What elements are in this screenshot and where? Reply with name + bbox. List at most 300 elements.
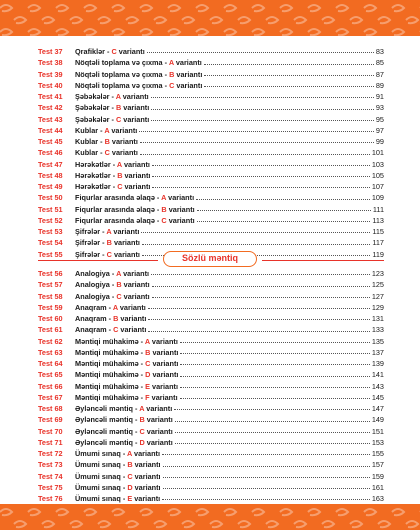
entry-variant-letter: C	[115, 114, 122, 124]
entry-variant-letter: C	[106, 249, 112, 259]
page-number: 89	[375, 80, 384, 90]
page-number: 83	[375, 47, 384, 56]
entry-suffix: variantı	[121, 280, 150, 290]
heading-rule-left	[38, 260, 158, 261]
entry-title	[75, 302, 146, 313]
entry-variant-letter: A	[127, 449, 133, 458]
test-code: Test 51	[38, 204, 63, 214]
test-code: Test 50	[38, 193, 63, 203]
toc-row[interactable]	[38, 46, 384, 57]
entry-suffix: variantı	[144, 404, 173, 413]
entry-topic: Şəbəkələr -	[75, 114, 116, 124]
test-code: Test 52	[38, 215, 63, 225]
entry-title	[75, 57, 202, 68]
entry-suffix: variantı	[121, 114, 150, 124]
page-number: 163	[371, 494, 384, 503]
entry-suffix: variantı	[116, 47, 145, 56]
entry-suffix: variantı	[149, 336, 178, 346]
entry-topic: Anaqram -	[75, 314, 114, 323]
entry-title	[75, 147, 138, 158]
dot-leader	[148, 331, 369, 332]
entry-topic: Kublar -	[75, 148, 105, 158]
dot-leader	[139, 131, 374, 132]
entry-suffix: variantı	[132, 471, 161, 481]
test-code: Test 74	[38, 471, 63, 481]
toc-row[interactable]	[38, 414, 384, 425]
page-number: 151	[371, 426, 384, 436]
dot-leader	[196, 199, 370, 200]
dot-leader	[197, 221, 371, 222]
entry-title	[75, 324, 146, 335]
page-number: 127	[371, 291, 384, 301]
dot-leader	[163, 477, 370, 478]
test-code: Test 56	[38, 269, 63, 278]
entry-variant-letter: C	[127, 471, 133, 481]
toc-row[interactable]	[38, 336, 384, 347]
entry-suffix: variantı	[121, 269, 150, 278]
toc-row[interactable]	[38, 471, 384, 482]
test-code: Test 67	[38, 392, 63, 402]
toc-row[interactable]	[38, 226, 384, 237]
entry-variant-letter: B	[104, 137, 110, 146]
page-number: 149	[371, 415, 384, 425]
test-code: Test 58	[38, 291, 63, 301]
dot-leader	[162, 454, 370, 455]
entry-variant-letter: E	[127, 494, 133, 503]
test-code: Test 76	[38, 494, 63, 503]
entry-title	[75, 114, 149, 125]
entry-variant-letter: A	[161, 193, 167, 203]
entry-title	[75, 426, 173, 437]
entry-suffix: variantı	[144, 437, 173, 447]
entry-topic: Nöqtəli toplama və çıxma -	[75, 69, 170, 79]
entry-suffix: variantı	[174, 69, 203, 79]
entry-title	[75, 91, 149, 102]
entry-suffix: variantı	[173, 58, 202, 68]
entry-title	[75, 482, 161, 493]
top-band-pattern	[0, 0, 420, 36]
entry-title	[75, 414, 173, 425]
toc-row[interactable]	[38, 381, 384, 392]
section-heading	[0, 250, 420, 270]
entry-variant-letter: D	[139, 437, 145, 447]
entry-topic: Anaqram -	[75, 302, 113, 312]
entry-suffix: variantı	[117, 302, 146, 312]
dot-leader	[148, 308, 370, 309]
page-number: 101	[371, 148, 384, 158]
test-code: Test 37	[38, 47, 63, 56]
entry-variant-letter: A	[168, 58, 174, 68]
toc-row[interactable]	[38, 204, 384, 215]
entry-suffix: variantı	[111, 249, 140, 259]
entry-variant-letter: C	[116, 291, 122, 301]
toc-row[interactable]	[38, 358, 384, 369]
dot-leader	[204, 75, 374, 76]
dot-leader	[163, 466, 370, 467]
entry-topic: Əyləncəli məntiq -	[75, 404, 140, 413]
entry-topic: Ümumi sınaq -	[75, 494, 128, 503]
entry-variant-letter: A	[112, 302, 118, 312]
dot-leader	[151, 109, 374, 110]
toc-row[interactable]	[38, 291, 384, 302]
page-number: 133	[371, 325, 384, 335]
entry-topic: Ümumi sınaq -	[75, 460, 128, 470]
entry-suffix: variantı	[150, 370, 179, 380]
toc-row[interactable]	[38, 313, 384, 324]
entry-title	[75, 358, 178, 369]
page-number: 119	[372, 249, 384, 259]
dot-leader	[151, 274, 370, 275]
entry-topic: Nöqtəli toplama və çıxma -	[75, 80, 170, 90]
page-number: 103	[371, 159, 384, 169]
dot-leader	[147, 52, 374, 53]
page-number: 137	[371, 347, 384, 357]
entry-title	[75, 336, 178, 347]
entry-title	[75, 347, 178, 358]
entry-topic: Fiqurlar arasında əlaqə -	[75, 215, 162, 225]
test-code: Test 63	[38, 347, 63, 357]
entry-title	[75, 215, 195, 226]
page-number: 135	[371, 336, 384, 346]
entry-variant-letter: B	[115, 103, 122, 113]
entry-suffix: variantı	[111, 227, 140, 236]
entry-suffix: variantı	[109, 137, 138, 146]
page-number: 131	[371, 314, 384, 323]
toc-row[interactable]	[38, 493, 384, 504]
entry-variant-letter: D	[145, 370, 151, 380]
entry-variant-letter: C	[161, 215, 167, 225]
entry-title	[75, 448, 160, 459]
test-code: Test 53	[38, 227, 63, 236]
entry-suffix: variantı	[121, 159, 150, 169]
page-number: 91	[375, 92, 384, 101]
entry-variant-letter: A	[115, 92, 121, 101]
dot-leader	[204, 86, 374, 87]
entry-suffix: variantı	[121, 291, 150, 301]
dot-leader	[148, 319, 369, 320]
dot-leader	[142, 244, 370, 245]
entry-topic: Əyləncəli məntiq -	[75, 415, 140, 425]
test-code: Test 61	[38, 325, 63, 335]
page-number: 157	[371, 460, 384, 470]
toc-row[interactable]	[38, 268, 384, 279]
dot-leader	[175, 432, 370, 433]
entry-topic: Məntiqi mühakimə -	[75, 347, 146, 357]
entry-variant-letter: B	[139, 415, 145, 425]
bottom-decorative-band	[0, 504, 420, 530]
test-code: Test 71	[38, 437, 63, 447]
page-number: 115	[372, 227, 384, 236]
dot-leader	[140, 142, 374, 143]
dot-leader	[152, 176, 369, 177]
entry-title	[75, 226, 139, 237]
section-heading-label: Sözlü məntiq	[163, 251, 257, 267]
test-code: Test 39	[38, 69, 63, 79]
entry-variant-letter: B	[145, 347, 151, 357]
test-code: Test 49	[38, 182, 63, 191]
page-number: 147	[371, 404, 384, 413]
test-code: Test 46	[38, 148, 63, 158]
entry-topic: Əyləncəli məntiq -	[75, 426, 140, 436]
test-code: Test 40	[38, 80, 63, 90]
entry-title	[75, 46, 145, 57]
entry-title	[75, 237, 140, 248]
entry-suffix: variantı	[132, 460, 161, 470]
entry-suffix: variantı	[120, 92, 149, 101]
entry-topic: Məntiqi mühakimə -	[75, 392, 146, 402]
entry-suffix: variantı	[121, 103, 150, 113]
entry-topic: Nöqtəli toplama və çıxma -	[75, 58, 169, 68]
test-code: Test 75	[38, 482, 63, 492]
entry-topic: Məntiqi mühakimə -	[75, 336, 145, 346]
test-code: Test 54	[38, 238, 63, 248]
page-number: 111	[372, 204, 384, 214]
toc-row[interactable]	[38, 125, 384, 136]
toc-row[interactable]	[38, 437, 384, 448]
test-code: Test 66	[38, 381, 63, 391]
entry-variant-letter: C	[117, 182, 123, 191]
toc-row[interactable]	[38, 347, 384, 358]
toc-row[interactable]	[38, 69, 384, 80]
entry-title	[75, 125, 137, 136]
dot-leader	[197, 210, 371, 211]
entry-topic: Kublar -	[75, 125, 105, 135]
test-code: Test 62	[38, 336, 63, 346]
entry-title	[75, 392, 178, 403]
dot-leader	[175, 421, 370, 422]
entry-title	[75, 369, 178, 380]
entry-topic: Ümumi sınaq -	[75, 482, 128, 492]
page-number: 123	[371, 269, 384, 278]
page-number: 143	[371, 381, 384, 391]
dot-leader	[180, 398, 370, 399]
entry-variant-letter: A	[144, 336, 150, 346]
toc-row[interactable]	[38, 192, 384, 203]
entry-variant-letter: B	[161, 204, 167, 214]
toc-row[interactable]	[38, 159, 384, 170]
test-code: Test 69	[38, 415, 63, 425]
page-number: 159	[371, 471, 384, 481]
toc-row[interactable]	[38, 403, 384, 414]
dot-leader	[151, 97, 374, 98]
dot-leader	[180, 342, 370, 343]
entry-suffix: variantı	[150, 381, 178, 391]
test-code: Test 65	[38, 370, 63, 380]
entry-variant-letter: A	[106, 227, 112, 236]
page-number: 109	[371, 193, 384, 203]
page-number: 117	[372, 238, 384, 248]
toc-row[interactable]	[38, 136, 384, 147]
toc-row[interactable]	[38, 369, 384, 380]
test-code: Test 55	[38, 249, 63, 259]
toc-row[interactable]	[38, 392, 384, 403]
entry-topic: Şifrələr -	[75, 227, 107, 236]
test-code: Test 48	[38, 170, 63, 180]
entry-topic: Ümumi sınaq -	[75, 449, 128, 458]
entry-variant-letter: C	[145, 359, 151, 368]
dot-leader	[180, 364, 369, 365]
page-number: 155	[371, 449, 384, 458]
toc-row[interactable]	[38, 215, 384, 226]
entry-topic: Məntiqi mühakimə -	[75, 381, 146, 391]
entry-title	[75, 493, 160, 504]
toc-row[interactable]	[38, 426, 384, 437]
entry-suffix: variantı	[144, 415, 173, 425]
entry-title	[75, 102, 149, 113]
entry-topic: Şəbəkələr -	[75, 103, 116, 113]
entry-title	[75, 291, 150, 302]
entry-topic: Fiqurlar arasında əlaqə -	[75, 193, 162, 203]
page-number: 99	[375, 137, 384, 146]
test-code: Test 45	[38, 137, 63, 146]
entry-suffix: variantı	[132, 482, 161, 492]
entry-suffix: variantı	[109, 125, 138, 135]
test-code: Test 70	[38, 426, 63, 436]
page-number: 139	[371, 359, 384, 368]
dot-leader	[162, 499, 370, 500]
dot-leader	[175, 443, 370, 444]
entry-suffix: variantı	[174, 80, 203, 90]
entry-variant-letter: A	[104, 125, 110, 135]
entry-title	[75, 313, 146, 324]
test-code: Test 64	[38, 359, 63, 368]
entry-variant-letter: A	[139, 404, 145, 413]
dot-leader	[180, 387, 370, 388]
toc-row[interactable]	[38, 102, 384, 113]
entry-title	[75, 403, 172, 414]
page-number: 95	[375, 114, 384, 124]
entry-title	[75, 279, 150, 290]
entry-suffix: variantı	[149, 392, 178, 402]
entry-topic: Ümumi sınaq -	[75, 471, 128, 481]
test-code: Test 38	[38, 58, 63, 68]
entry-title	[75, 268, 149, 279]
entry-topic: Fiqurlar arasında əlaqə -	[75, 204, 162, 214]
dot-leader	[151, 120, 374, 121]
entry-title	[75, 437, 173, 448]
entry-topic: Analogiya -	[75, 291, 117, 301]
entry-variant-letter: C	[111, 47, 117, 56]
entry-title	[75, 69, 202, 80]
entry-suffix: variantı	[166, 204, 195, 214]
entry-suffix: variantı	[122, 170, 151, 180]
entry-topic: Əyləncəli məntiq -	[75, 437, 140, 447]
entry-title	[75, 170, 150, 181]
entry-suffix: variantı	[150, 359, 179, 368]
entry-variant-letter: F	[145, 392, 150, 402]
entry-variant-letter: B	[117, 170, 123, 180]
page-number: 87	[375, 69, 384, 79]
entry-variant-letter: C	[169, 80, 175, 90]
entry-topic: Məntiqi mühakimə -	[75, 359, 146, 368]
dot-leader	[141, 232, 370, 233]
top-decorative-band	[0, 0, 420, 36]
entry-suffix: variantı	[118, 314, 147, 323]
toc-section-2	[38, 268, 384, 516]
entry-suffix: variantı	[150, 347, 179, 357]
entry-variant-letter: B	[116, 280, 122, 290]
page-number: 141	[371, 370, 384, 380]
page-number: 105	[371, 170, 384, 180]
toc-row[interactable]	[38, 114, 384, 125]
dot-leader	[180, 353, 369, 354]
test-code: Test 72	[38, 449, 63, 458]
entry-topic: Şifrələr -	[75, 238, 107, 248]
toc-section-1	[38, 46, 384, 260]
toc-row[interactable]	[38, 279, 384, 290]
test-code: Test 73	[38, 460, 63, 470]
entry-topic: Analogiya -	[75, 269, 117, 278]
page-number: 113	[372, 215, 384, 225]
toc-row[interactable]	[38, 459, 384, 470]
page-number: 93	[375, 103, 384, 113]
entry-suffix: variantı	[166, 215, 195, 225]
entry-suffix: variantı	[111, 238, 140, 248]
dot-leader	[204, 64, 374, 65]
page-number: 107	[371, 182, 384, 191]
toc-row[interactable]	[38, 91, 384, 102]
entry-title	[75, 192, 194, 203]
entry-variant-letter: B	[113, 314, 119, 323]
entry-title	[75, 459, 161, 470]
entry-title	[75, 80, 202, 91]
entry-topic: Hərəkətlər -	[75, 182, 118, 191]
toc-row[interactable]	[38, 170, 384, 181]
toc-row[interactable]	[38, 80, 384, 91]
toc-row[interactable]	[38, 147, 384, 158]
test-code: Test 59	[38, 302, 63, 312]
entry-variant-letter: C	[104, 148, 110, 158]
toc-row[interactable]	[38, 448, 384, 459]
dot-leader	[152, 165, 370, 166]
toc-row[interactable]	[38, 302, 384, 313]
toc-row[interactable]	[38, 181, 384, 192]
entry-topic: Şifrələr -	[75, 249, 107, 259]
entry-suffix: variantı	[122, 182, 151, 191]
dot-leader	[152, 286, 370, 287]
toc-row[interactable]	[38, 57, 384, 68]
entry-title	[75, 159, 150, 170]
entry-title	[75, 204, 195, 215]
entry-title	[75, 136, 138, 147]
dot-leader	[152, 187, 369, 188]
toc-row[interactable]	[38, 324, 384, 335]
test-code: Test 60	[38, 314, 63, 323]
dot-leader	[163, 488, 370, 489]
page-number: 153	[371, 437, 384, 447]
test-code: Test 57	[38, 280, 63, 290]
entry-variant-letter: B	[106, 238, 112, 248]
test-code: Test 41	[38, 92, 63, 101]
page-number: 129	[371, 302, 384, 312]
page-number: 97	[375, 125, 384, 135]
entry-variant-letter: C	[113, 325, 119, 335]
heading-rule-right	[262, 260, 384, 261]
toc-row[interactable]	[38, 237, 384, 248]
entry-topic: Anaqram -	[75, 325, 114, 335]
entry-title	[75, 471, 161, 482]
entry-suffix: variantı	[132, 449, 161, 458]
entry-topic: Analogiya -	[75, 280, 117, 290]
entry-suffix: variantı	[166, 193, 195, 203]
toc-row[interactable]	[38, 482, 384, 493]
entry-topic: Hərəkətlər -	[75, 159, 117, 169]
entry-variant-letter: E	[145, 381, 151, 391]
entry-topic: Məntiqi mühakimə -	[75, 370, 146, 380]
entry-topic: Qrafiklər -	[75, 47, 112, 56]
entry-suffix: variantı	[118, 325, 147, 335]
entry-variant-letter: B	[127, 460, 133, 470]
